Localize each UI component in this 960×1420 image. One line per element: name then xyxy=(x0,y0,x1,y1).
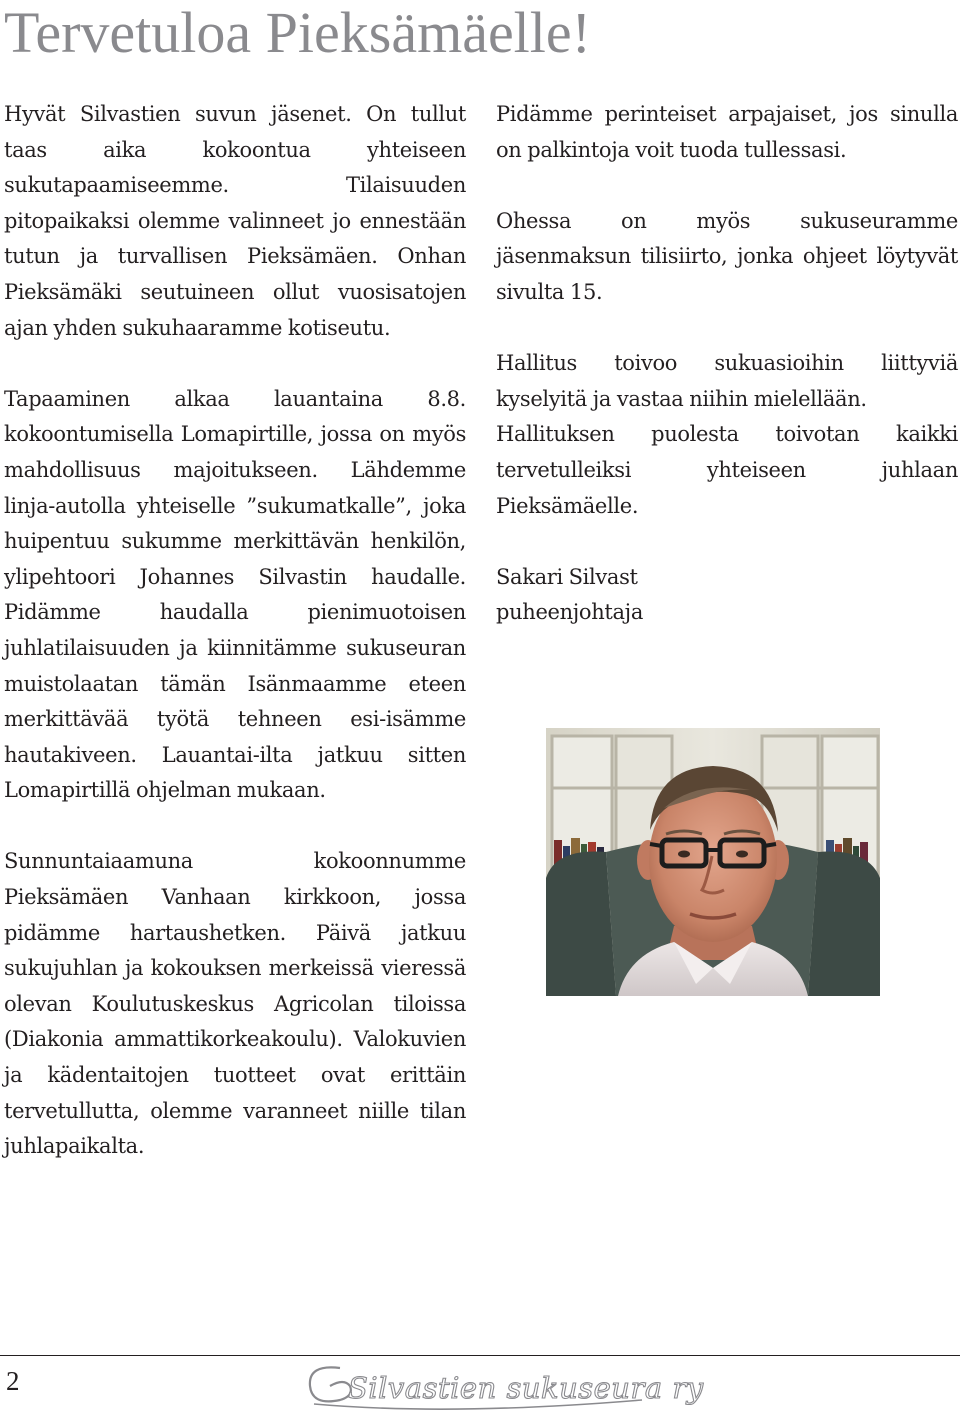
chairman-portrait-photo xyxy=(546,728,880,996)
logo-text: Silvastien sukuseura ry xyxy=(348,1371,704,1405)
page-title: Tervetuloa Pieksämäelle! xyxy=(4,0,591,65)
board-inquiries-paragraph: Hallitus toivoo sukuasioihin liittyviä kyselyitä ja vastaa niihin mielellään. xyxy=(496,351,958,411)
footer-divider xyxy=(0,1355,960,1356)
saturday-paragraph: Tapaaminen alkaa lauantaina 8.8. kokoontumisella Lomapirtille, jossa on myös mahdollisuus majoitukseen. Lähdemme linja-autolla yhteiselle ”sukumatkalle”, joka huipentuu sukumme merkittävän henkilön, ylipehtoori Johannes Silvastin haudalle. Pidämme haudalla pienimuotoisen juhlatilaisuuden ja kiinnitämme sukuseuran muistolaatan tämän Isänmaamme eteen merkittävää työtä tehneen esi-isämme hautakiveen. Lauantai-ilta jatkuu sitten Lomapirtillä ohjelman mukaan. xyxy=(4,386,466,803)
signature-name: Sakari Silvast xyxy=(496,564,638,589)
lottery-paragraph: Pidämme perinteiset arpajaiset, jos sinulla on palkintoja voit tuoda tullessasi. xyxy=(496,102,958,162)
intro-paragraph: Hyvät Silvastien suvun jäsenet. On tullut taas aika kokoontua yhteiseen sukutapaamiseemme. Tilaisuuden pitopaikaksi olemme valinneet jo ennestään tutun ja turvallisen Pieksämäen. Onhan Pieksämäki seutuineen ollut vuosisatojen ajan yhden sukuhaaramme kotiseutu. xyxy=(4,102,466,340)
membership-fee-paragraph: Ohessa on myös sukuseuramme jäsenmaksun tilisiirto, jonka ohjeet löytyvät sivulta 15. xyxy=(496,208,958,304)
signature xyxy=(496,560,958,631)
welcome-paragraph: Hallituksen puolesta toivotan kaikki tervetulleiksi yhteiseen juhlaan Pieksämäelle. xyxy=(496,422,958,518)
left-column xyxy=(4,97,466,1200)
signature-role: puheenjohtaja xyxy=(496,600,643,625)
sunday-paragraph: Sunnuntaiaamuna kokoonnumme Pieksämäen Vanhaan kirkkoon, jossa pidämme hartaushetken. Päivä jatkuu sukujuhlan ja kokouksen merkeissä vieressä olevan Koulutuskeskus Agricolan tiloissa (Diakonia ammattikorkeakoulu). Valokuvien ja kädentaitojen tuotteet ovat erittäin tervetullutta, olemme varanneet niille tilan juhlapaikalta. xyxy=(4,849,466,1159)
right-column xyxy=(496,97,958,667)
silvastien-sukuseura-logo xyxy=(300,1360,704,1416)
page-number: 2 xyxy=(6,1366,20,1396)
